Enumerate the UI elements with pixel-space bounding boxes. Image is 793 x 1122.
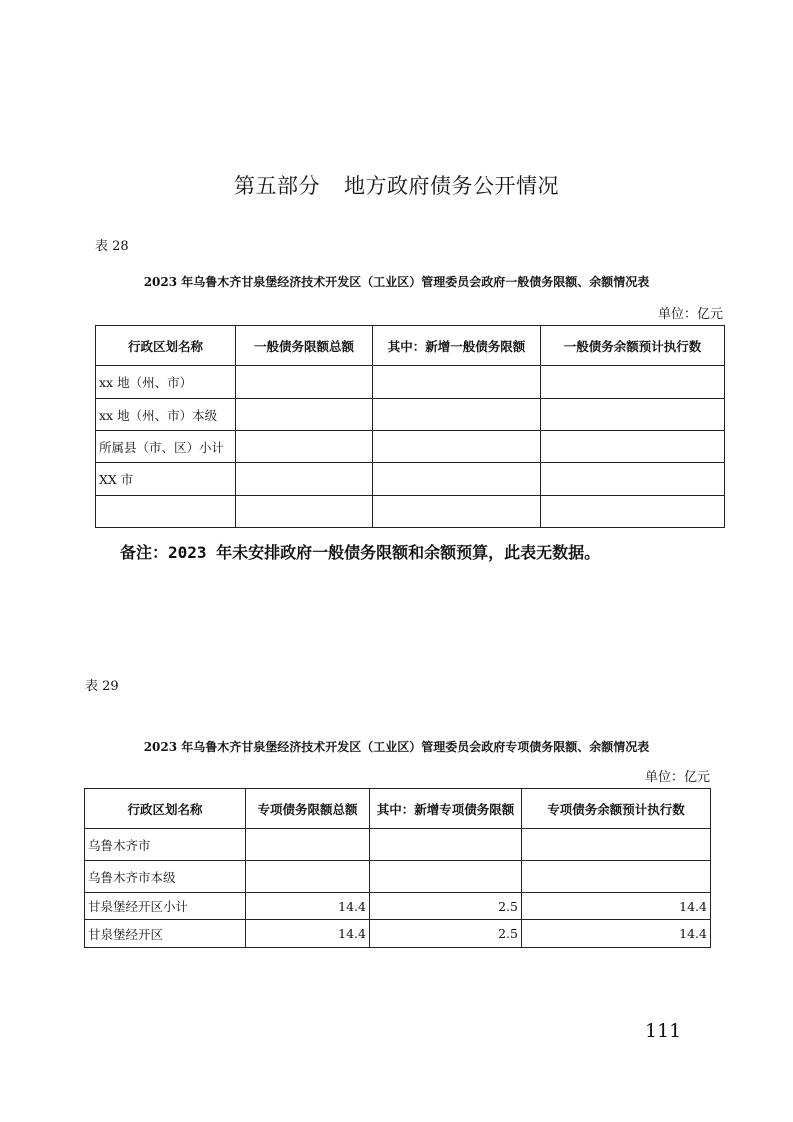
table-29-unit: 单位：亿元 xyxy=(644,770,710,785)
value-cell: 14.4 xyxy=(246,920,370,948)
value-cell: 2.5 xyxy=(370,920,522,948)
table-28-note: 备注：2023 年未安排政府一般债务限额和余额预算，此表无数据。 xyxy=(120,543,601,562)
value-cell xyxy=(541,496,725,528)
column-header: 其中：新增专项债务限额 xyxy=(370,789,522,829)
value-cell xyxy=(541,463,725,496)
table-row xyxy=(96,431,725,463)
column-header: 一般债务余额预计执行数 xyxy=(541,326,725,366)
table-28-title: 2023 年乌鲁木齐甘泉堡经济技术开发区（工业区）管理委员会政府一般债务限额、余额情况表 xyxy=(143,275,650,289)
column-header: 行政区划名称 xyxy=(96,326,236,366)
table-row xyxy=(96,496,725,528)
region-cell: xx 地（州、市） xyxy=(96,366,236,399)
table-row xyxy=(96,399,725,431)
region-cell: xx 地（州、市）本级 xyxy=(96,399,236,431)
value-cell: 14.4 xyxy=(522,920,711,948)
value-cell xyxy=(370,861,522,893)
value-cell xyxy=(373,431,541,463)
value-cell xyxy=(522,829,711,861)
region-cell: 甘泉堡经开区 xyxy=(85,920,246,948)
section-title xyxy=(0,170,793,200)
section-name: 地方政府债务公开情况 xyxy=(344,174,559,198)
table-row xyxy=(85,893,711,920)
column-header: 一般债务限额总额 xyxy=(236,326,373,366)
value-cell xyxy=(236,366,373,399)
table-29 xyxy=(84,788,711,948)
value-cell xyxy=(373,366,541,399)
table-row xyxy=(96,366,725,399)
region-cell: 甘泉堡经开区小计 xyxy=(85,893,246,920)
table-28-unit: 单位：亿元 xyxy=(657,307,723,322)
table-28 xyxy=(95,325,725,528)
table-28-label: 表 28 xyxy=(95,239,129,254)
region-cell: 所属县（市、区）小计 xyxy=(96,431,236,463)
column-header: 专项债务限额总额 xyxy=(246,789,370,829)
region-cell: XX 市 xyxy=(96,463,236,496)
table-29-label: 表 29 xyxy=(85,679,119,694)
table-header-row xyxy=(85,789,711,829)
value-cell xyxy=(373,399,541,431)
table-row xyxy=(85,920,711,948)
table-29-title: 2023 年乌鲁木齐甘泉堡经济技术开发区（工业区）管理委员会政府专项债务限额、余额情况表 xyxy=(143,740,650,754)
value-cell: 14.4 xyxy=(246,893,370,920)
value-cell xyxy=(236,463,373,496)
value-cell xyxy=(541,431,725,463)
value-cell xyxy=(373,463,541,496)
region-cell: 乌鲁木齐市 xyxy=(85,829,246,861)
value-cell xyxy=(246,861,370,893)
value-cell xyxy=(522,861,711,893)
region-cell xyxy=(96,496,236,528)
value-cell xyxy=(246,829,370,861)
value-cell: 2.5 xyxy=(370,893,522,920)
value-cell xyxy=(541,399,725,431)
value-cell xyxy=(370,829,522,861)
region-cell: 乌鲁木齐市本级 xyxy=(85,861,246,893)
value-cell: 14.4 xyxy=(522,893,711,920)
table-row xyxy=(85,829,711,861)
table-row xyxy=(96,463,725,496)
table-header-row xyxy=(96,326,725,366)
column-header: 其中：新增一般债务限额 xyxy=(373,326,541,366)
value-cell xyxy=(236,496,373,528)
column-header: 专项债务余额预计执行数 xyxy=(522,789,711,829)
table-row xyxy=(85,861,711,893)
value-cell xyxy=(541,366,725,399)
value-cell xyxy=(236,399,373,431)
value-cell xyxy=(236,431,373,463)
column-header: 行政区划名称 xyxy=(85,789,246,829)
value-cell xyxy=(373,496,541,528)
page-number: 111 xyxy=(645,1020,682,1042)
section-part: 第五部分 xyxy=(234,174,320,198)
